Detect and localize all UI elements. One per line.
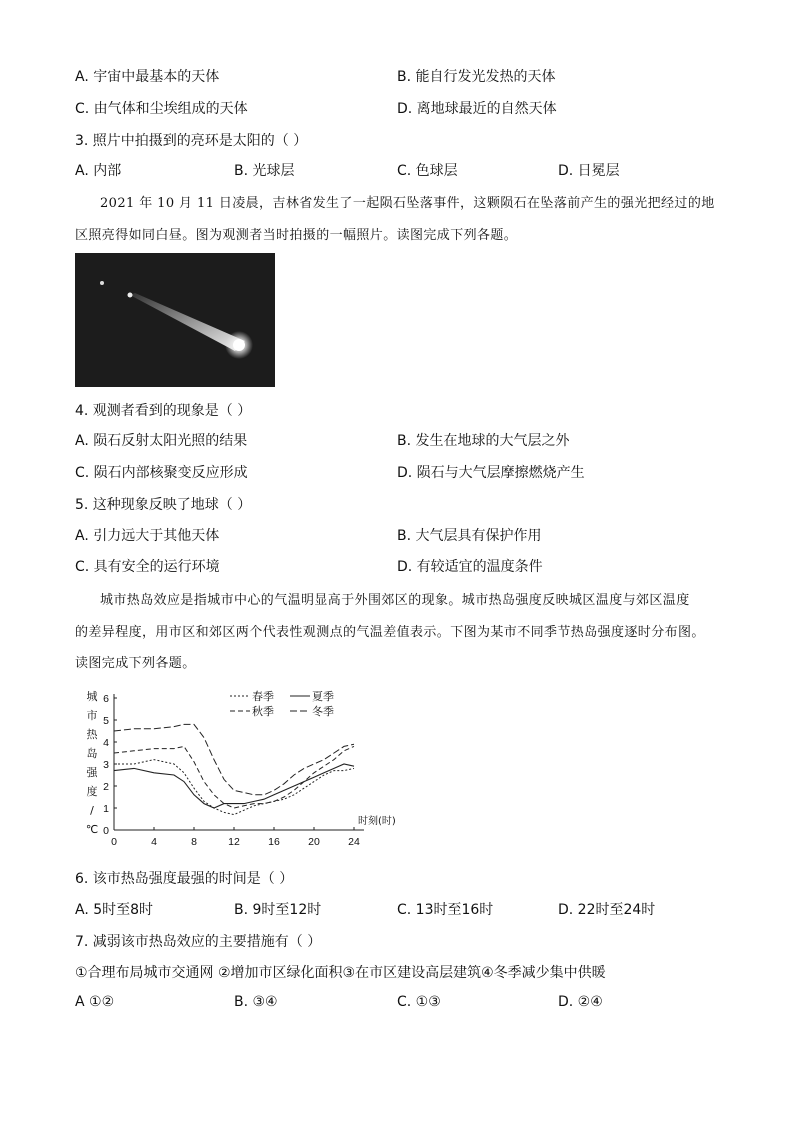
q5-option-a: A. 引力远大于其他天体 — [75, 528, 220, 544]
y-axis-label-char: 城 — [86, 690, 98, 703]
q6-option-d: D. 22时至24时 — [558, 902, 656, 918]
q6-option-c: C. 13时至16时 — [397, 902, 494, 918]
q7-stem: 7. 减弱该市热岛效应的主要措施有（ ） — [75, 934, 322, 950]
series-line-夏季 — [114, 764, 354, 808]
legend-label: 秋季 — [252, 705, 274, 718]
q7-option-b: B. ③④ — [234, 994, 278, 1010]
q2-option-d: D. 离地球最近的自然天体 — [397, 101, 557, 117]
y-tick-label: 4 — [103, 737, 109, 749]
series-line-春季 — [114, 760, 354, 815]
q2-option-a: A. 宇宙中最基本的天体 — [75, 69, 220, 85]
x-tick-label: 24 — [348, 836, 360, 848]
x-tick-label: 12 — [228, 836, 240, 848]
q3-option-b: B. 光球层 — [234, 163, 295, 179]
q4-stem: 4. 观测者看到的现象是（ ） — [75, 403, 252, 419]
y-tick-label: 6 — [103, 693, 109, 705]
y-axis-label-char: 岛 — [86, 747, 98, 760]
q4-option-b: B. 发生在地球的大气层之外 — [397, 433, 570, 449]
q3-stem: 3. 照片中拍摄到的亮环是太阳的（ ） — [75, 133, 308, 149]
q5-stem: 5. 这种现象反映了地球（ ） — [75, 497, 252, 513]
q6-stem: 6. 该市热岛强度最强的时间是（ ） — [75, 871, 294, 887]
x-axis-label: 时刻(时) — [358, 816, 396, 827]
y-tick-label: 0 — [103, 825, 109, 837]
y-tick-label: 3 — [103, 759, 109, 771]
q4-option-c: C. 陨石内部核聚变反应形成 — [75, 465, 248, 481]
series-line-冬季 — [114, 724, 354, 794]
q7-option-c: C. ①③ — [397, 994, 441, 1010]
passage2-line1: 城市热岛效应是指城市中心的气温明显高于外围郊区的现象。城市热岛强度反映城区温度与郊区温度 — [100, 593, 690, 608]
q7-measures: ①合理布局城市交通网 ②增加市区绿化面积③在市区建设高层建筑④冬季减少集中供暖 — [75, 965, 606, 981]
y-axis-label-char: 热 — [86, 728, 98, 741]
x-tick-label: 0 — [111, 836, 117, 848]
y-axis-label-char: ℃ — [85, 823, 99, 836]
legend-label: 夏季 — [312, 690, 334, 703]
q4-option-d: D. 陨石与大气层摩擦燃烧产生 — [397, 465, 585, 481]
q7-option-a: A ①② — [75, 994, 115, 1010]
q3-option-d: D. 日冕层 — [558, 163, 620, 179]
passage1-line2: 区照亮得如同白昼。图为观测者当时拍摄的一幅照片。读图完成下列各题。 — [75, 228, 518, 243]
x-tick-label: 16 — [268, 836, 280, 848]
y-tick-label: 2 — [103, 781, 109, 793]
q5-option-c: C. 具有安全的运行环境 — [75, 559, 220, 575]
heat-island-chart — [80, 688, 410, 853]
q2-option-c: C. 由气体和尘埃组成的天体 — [75, 101, 248, 117]
y-axis-label-char: 强 — [86, 766, 98, 779]
q5-option-b: B. 大气层具有保护作用 — [397, 528, 542, 544]
x-tick-label: 8 — [191, 836, 197, 848]
meteor-photo — [75, 253, 275, 387]
legend-label: 春季 — [252, 690, 274, 703]
y-axis-label-char: 度 — [86, 785, 98, 798]
y-axis-label-char: / — [90, 804, 94, 817]
q3-option-c: C. 色球层 — [397, 163, 458, 179]
q6-option-a: A. 5时至8时 — [75, 902, 154, 918]
passage1-line1: 2021 年 10 月 11 日凌晨，吉林省发生了一起陨石坠落事件，这颗陨石在坠落前产生的强光把经过的地 — [100, 196, 715, 211]
y-tick-label: 5 — [103, 715, 109, 727]
x-tick-label: 20 — [308, 836, 320, 848]
q2-option-b: B. 能自行发光发热的天体 — [397, 69, 556, 85]
y-axis-label-char: 市 — [86, 709, 98, 722]
q7-option-d: D. ②④ — [558, 994, 603, 1010]
q4-option-a: A. 陨石反射太阳光照的结果 — [75, 433, 248, 449]
passage2-line2: 的差异程度，用市区和郊区两个代表性观测点的气温差值表示。下图为某市不同季节热岛强度逐时分布图。 — [75, 625, 705, 640]
q5-option-d: D. 有较适宜的温度条件 — [397, 559, 543, 575]
passage2-line3: 读图完成下列各题。 — [75, 656, 196, 671]
q3-option-a: A. 内部 — [75, 163, 122, 179]
series-line-秋季 — [114, 746, 354, 808]
x-tick-label: 4 — [151, 836, 157, 848]
q6-option-b: B. 9时至12时 — [234, 902, 322, 918]
legend-label: 冬季 — [312, 705, 334, 718]
y-tick-label: 1 — [103, 803, 109, 815]
